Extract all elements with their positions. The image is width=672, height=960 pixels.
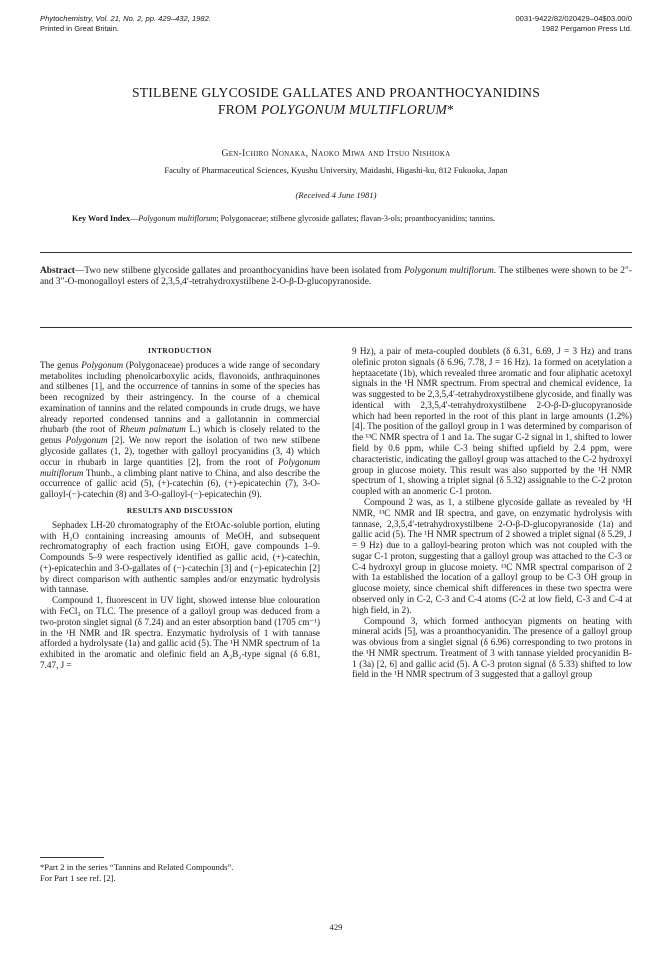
title-species: POLYGONUM MULTIFLORUM <box>260 102 447 117</box>
authors: Gen-Ichiro Nonaka, Naoko Miwa and Itsuo Nishioka <box>221 148 451 159</box>
divider-top <box>40 252 632 253</box>
footnote-divider <box>40 857 104 858</box>
keyword-index <box>72 214 604 225</box>
title-footnote-mark: * <box>447 102 454 117</box>
keyword-label: Key Word Index <box>72 214 131 223</box>
introduction-heading: INTRODUCTION <box>148 346 212 355</box>
keyword-species: Polygonum multiflorum <box>138 214 217 223</box>
page-number: 429 <box>329 922 343 932</box>
footnote <box>40 862 320 883</box>
keyword-dash: — <box>130 214 139 223</box>
footnote-line-2: For Part 1 see ref. [2]. <box>40 872 116 883</box>
introduction-paragraph <box>40 360 320 500</box>
abstract-label: Abstract <box>40 266 75 276</box>
abstract-text-2: . The stilbenes were shown to be 2″- and 3″-O-monogalloyl esters of 2,3,5,4′-tetrahydroxystilbene 2-O-β-D-glucopyranoside. <box>40 266 632 288</box>
intro-species: Polygonum multiflorum <box>40 456 320 478</box>
keyword-list: ; Polygonaceae; stilbene glycoside gallates; flavan-3-ols; proanthocyanidins; tannins. <box>216 214 496 223</box>
received-date: (Received 4 June 1981) <box>295 190 377 200</box>
title-line-2-from: FROM <box>218 102 261 117</box>
right-paragraph-2: Compound 2 was, as 1, a stilbene glycoside gallate as revealed by ¹H NMR, ¹³C NMR and IR spectra, and gave, on enzymatic hydrolysis with tannase, 2,3,5,4′-tetrahydroxystilbene 2-O-β-D-glucopyranoside (1a) and gallic acid (5). The ¹H NMR spectrum of 2 showed a triplet signal (δ 5.29, J = 9 Hz) due to a galloyl-bearing proton which was not coupled with the sugar C-1 proton, suggesting that a galloyl group was attached to the C-3 or C-4 hydroxyl group in glucose moiety. ¹³C NMR spectral comparison of 2 with 1a established the location of a galloyl group to be C-3 OH group in glucose moiety, since chemical shift differences in these two spectra were observed only in C-2, C-3 and C-4 atoms (C-2 at low field, C-3 and C-4 at high field, in 2). <box>352 496 632 615</box>
journal-citation: Phytochemistry, Vol. 21, No. 2, pp. 429–432, 1982. <box>40 14 211 23</box>
intro-text-i: Thunb., a climbing plant native to China, and also describe the occurrence of gallic acid (5), (+)-catechin (6), (+)-epicatechin (7), 3-O-galloyl-(−)-catechin (8) and 3-O-galloyl-(−)-epicatechin (9). <box>40 467 320 500</box>
intro-text-g: [2]. We now report the isolation of two new stilbene glycoside gallates (1, 2), together with galloyl procyanidins (3, 4) which occur in rhubarb in large quantities [2], from the root of <box>40 435 320 467</box>
article-title <box>40 84 632 118</box>
right-paragraph-1: 9 Hz), a pair of meta-coupled doublets (δ 6.31, 6.69, J = 3 Hz) and trans olefinic proton signals (δ 6.96, 7.78, J = 16 Hz). 1a formed on acetylation a heptaacetate (1b), which revealed three aromatic and four aliphatic acetoxyl signals in the ¹H NMR spectrum. From spectral and chemical evidence, 1a was suggested to be 2,3,5,4′-tetrahydroxystilbene glycoside, and finally was identical with 2,3,5,4′-tetrahydroxystilbene 2-O-β-D-glucopyranoside which had been reported in the root of this plant in large amounts (1.2%) [4]. The position of the galloyl group in 1 was determined by comparison of the ¹³C NMR spectra of 1 and 1a. The sugar C-2 signal in 1, shifted to lower field by 0.6 ppm, while C-3 being shifted upfield by 2.4 ppm, were characteristic, indicating the galloyl group was attached to the C-2 hydroxyl group in glucose moiety. This result was also supported by the ¹H NMR spectrum of 1, showing a triplet signal (δ 5.32) assignable to the C-2 proton coupled with an anomeric C-1 proton. <box>352 346 632 497</box>
printed-in: Printed in Great Britain. <box>40 24 119 33</box>
title-line-1: STILBENE GLYCOSIDE GALLATES AND PROANTHOCYANIDINS <box>132 85 540 100</box>
intro-text-e: L.) which is closely related to the genus <box>40 424 321 446</box>
article-code: 0031-9422/82/020429–04$03.00/0 <box>515 14 632 23</box>
right-paragraph-3: Compound 3, which formed anthocyan pigments on heating with mineral acids [5], was a proanthocyanidin. The presence of a galloyl group was obvious from a singlet signal (δ 6.96) corresponding to two protons in the ¹H NMR spectrum. Treatment of 3 with tannase yielded procyanidin B-1 (3a) [2, 6] and gallic acid (5). A C-3 proton signal (δ 5.33) shifted to low field in the ¹H NMR spectrum of 3 suggested that a galloyl group <box>352 615 632 680</box>
divider-bottom <box>40 327 632 328</box>
results-paragraph-2: Compound 1, fluorescent in UV light, showed intense blue colouration with FeCl₃ on TLC. The presence of a galloyl group was deduced from a two-proton singlet signal (δ 7.24) and an ester absorption band (1705 cm⁻¹) in the ¹H NMR and IR spectra. Enzymatic hydrolysis of 1 with tannase afforded a hydrolysate (1a) and gallic acid (5). The ¹H NMR spectrum of 1a exhibited in the aromatic and olefinic field an A₂B₂-type signal (δ 6.81, 7.47, J = <box>40 595 320 670</box>
abstract-species: Polygonum multiflorum <box>404 266 494 276</box>
intro-rheum: Rheum palmatum <box>119 424 186 435</box>
results-heading: RESULTS AND DISCUSSION <box>126 505 234 515</box>
footnote-line-1: *Part 2 in the series “Tannins and Related Compounds”. <box>40 862 234 872</box>
title-line-2 <box>40 101 632 118</box>
results-paragraph-1: Sephadex LH-20 chromatography of the EtOAc-soluble portion, eluting with H₂O containing increasing amounts of MeOH, and subsequent rechromatography of each fraction using EtOH, gave compounds 1–9. Compounds 5–9 were respectively identified as gallic acid, (+)-catechin, (+)-epicatechin and 3-O-gallates of (−)-catechin [3] and (−)-epicatechin [2] by direct comparison with authentic samples and/or enzymatic hydrolysis with tannase. <box>40 519 320 595</box>
abstract <box>40 266 632 288</box>
intro-genus: Polygonum <box>81 359 124 370</box>
intro-text-c: (Polygonaceae) produces a wide range of secondary metabolites including phenolcarboxylic acids, flavonoids, anthraquinones and stilbenes [1], and the occurrence of tannins in some of the species has been recognized by their astringency. In the course of a chemical examination of tannins and the related compounds in crude drugs, we have already reported condensed tannins and a gallotannin in commercial rhubarb (the root of <box>40 359 320 435</box>
intro-genus-2: Polygonum <box>65 435 108 446</box>
left-column <box>40 346 320 671</box>
affiliation: Faculty of Pharmaceutical Sciences, Kyushu University, Maidashi, Higashi-ku, 812 Fukuoka, Japan <box>164 165 508 175</box>
abstract-text-1: —Two new stilbene glycoside gallates and proanthocyanidins have been isolated from <box>74 266 405 276</box>
publisher: 1982 Pergamon Press Ltd. <box>541 24 632 33</box>
intro-text-a: The genus <box>40 359 82 370</box>
running-header-left <box>40 14 211 34</box>
running-header-right <box>515 14 632 34</box>
right-column <box>352 346 632 680</box>
